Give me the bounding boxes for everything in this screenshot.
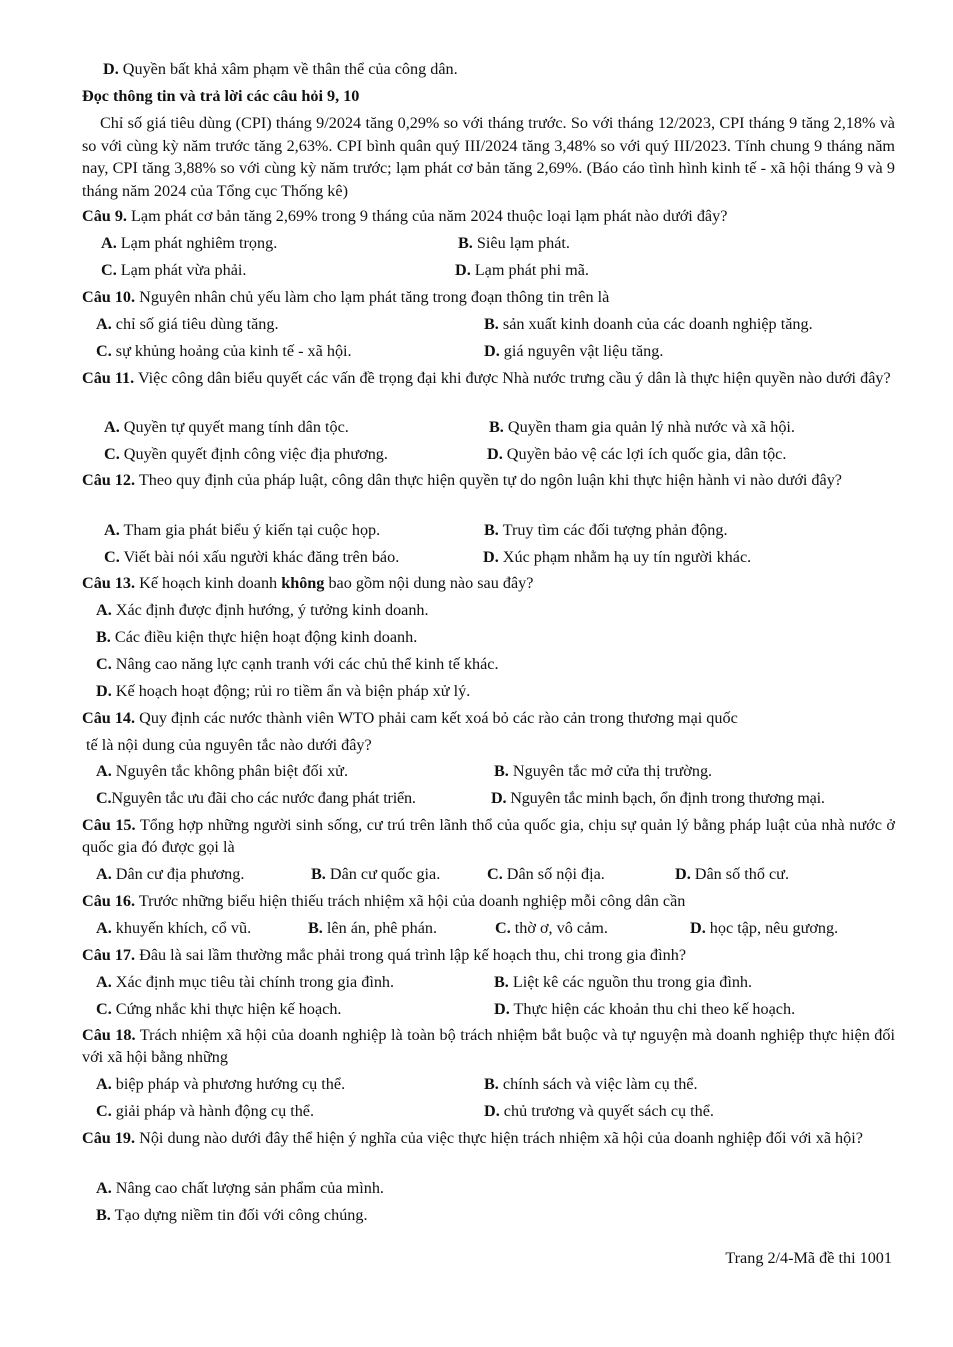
q16-option-d[interactable]: D. học tập, nêu gương. [690,919,839,937]
question-19: Câu 19. Nội dung nào dưới đây thể hiện ý nghĩa của việc thực hiện trách nhiệm xã hội của doanh nghiệp đối với xã hội? [82,1129,863,1147]
page-footer: Trang 2/4-Mã đề thi 1001 [725,1249,892,1267]
q12-option-b[interactable]: B. Truy tìm các đối tượng phản động. [484,521,728,539]
q9-option-b[interactable]: B. Siêu lạm phát. [458,234,570,252]
option-letter: D. [103,60,119,78]
q16-option-b[interactable]: B. lên án, phê phán. [308,919,438,937]
q11-option-a[interactable]: A. Quyền tự quyết mang tính dân tộc. [104,418,349,436]
question-15: Câu 15. Tổng hợp những người sinh sống, cư trú trên lãnh thổ của quốc gia, chịu sự quản lý bằng pháp luật của nhà nước ở quốc gia đó được gọi là [82,816,895,856]
q10-option-d[interactable]: D. giá nguyên vật liệu tăng. [484,342,664,360]
q13-option-a[interactable]: A. Xác định được định hướng, ý tưởng kinh doanh. [96,601,429,619]
q12-option-a[interactable]: A. Tham gia phát biểu ý kiến tại cuộc họp. [104,521,381,539]
question-17: Câu 17. Đâu là sai lầm thường mắc phải trong quá trình lập kế hoạch thu, chi trong gia đình? [82,946,687,964]
q15-option-c[interactable]: C. Dân số nội địa. [487,865,605,883]
question-18: Câu 18. Trách nhiệm xã hội của doanh nghiệp là toàn bộ trách nhiệm bắt buộc và tự nguyện mà doanh nghiệp thực hiện đối với xã hội bằng những [82,1026,895,1066]
question-11: Câu 11. Việc công dân biểu quyết các vấn đề trọng đại khi được Nhà nước trưng cầu ý dân là thực hiện quyền nào dưới đây? [82,369,891,387]
q18-option-d[interactable]: D. chủ trương và quyết sách cụ thể. [484,1102,714,1120]
question-10: Câu 10. Nguyên nhân chủ yếu làm cho lạm phát tăng trong đoạn thông tin trên là [82,288,610,306]
q12-option-d[interactable]: D. Xúc phạm nhằm hạ uy tín người khác. [483,548,752,566]
question-13: Câu 13. Kế hoạch kinh doanh không bao gồm nội dung nào sau đây? [82,574,534,592]
q11-option-b[interactable]: B. Quyền tham gia quản lý nhà nước và xã hội. [489,418,795,436]
q15-option-d[interactable]: D. Dân số thổ cư. [675,865,789,883]
q14-option-b[interactable]: B. Nguyên tắc mở cửa thị trường. [494,762,713,780]
q17-option-d[interactable]: D. Thực hiện các khoản thu chi theo kế hoạch. [494,1000,796,1018]
q15-option-b[interactable]: B. Dân cư quốc gia. [311,865,441,883]
q17-option-a[interactable]: A. Xác định mục tiêu tài chính trong gia đình. [96,973,395,991]
q9-option-a[interactable]: A. Lạm phát nghiêm trọng. [101,234,278,252]
q14-option-c[interactable]: C.Nguyên tắc ưu đãi cho các nước đang phát triển. [96,789,416,807]
reading-heading: Đọc thông tin và trả lời các câu hỏi 9, 10 [82,87,360,105]
q18-option-b[interactable]: B. chính sách và việc làm cụ thể. [484,1075,698,1093]
question-9: Câu 9. Lạm phát cơ bản tăng 2,69% trong 9 tháng của năm 2024 thuộc loại lạm phát nào dưới đây? [82,207,728,225]
q11-option-c[interactable]: C. Quyền quyết định công việc địa phương. [104,445,388,463]
option-text: Quyền bất khả xâm phạm về thân thể của công dân. [122,60,458,78]
q16-option-c[interactable]: C. thờ ơ, vô cảm. [495,919,608,937]
q10-option-c[interactable]: C. sự khủng hoảng của kinh tế - xã hội. [96,342,352,360]
question-12: Câu 12. Theo quy định của pháp luật, công dân thực hiện quyền tự do ngôn luận khi thực hiện hành vi nào dưới đây? [82,471,842,489]
q18-option-c[interactable]: C. giải pháp và hành động cụ thể. [96,1102,315,1120]
q13-option-d[interactable]: D. Kế hoạch hoạt động; rủi ro tiềm ẩn và biện pháp xử lý. [96,682,471,700]
q17-option-c[interactable]: C. Cứng nhắc khi thực hiện kế hoạch. [96,1000,342,1018]
q10-option-a[interactable]: A. chỉ số giá tiêu dùng tăng. [96,315,279,333]
q13-option-c[interactable]: C. Nâng cao năng lực cạnh tranh với các chủ thể kinh tế khác. [96,655,499,673]
q13-option-b[interactable]: B. Các điều kiện thực hiện hoạt động kinh doanh. [96,628,418,646]
q9-option-c[interactable]: C. Lạm phát vừa phải. [101,261,247,279]
q10-option-b[interactable]: B. sản xuất kinh doanh của các doanh nghiệp tăng. [484,315,813,333]
option-d-top [103,58,458,80]
question-14-line2: tế là nội dung của nguyên tắc nào dưới đây? [86,736,372,754]
question-16: Câu 16. Trước những biểu hiện thiếu trách nhiệm xã hội của doanh nghiệp mỗi công dân cần [82,892,686,910]
q15-option-a[interactable]: A. Dân cư địa phương. [96,865,245,883]
q12-option-c[interactable]: C. Viết bài nói xấu người khác đăng trên báo. [104,548,400,566]
q19-option-b[interactable]: B. Tạo dựng niềm tin đối với công chúng. [96,1206,368,1224]
q14-option-a[interactable]: A. Nguyên tắc không phân biệt đối xử. [96,762,349,780]
q17-option-b[interactable]: B. Liệt kê các nguồn thu trong gia đình. [494,973,753,991]
question-14: Câu 14. Quy định các nước thành viên WTO phải cam kết xoá bỏ các rào cản trong thương mại quốc [82,709,738,727]
reading-passage: Chỉ số giá tiêu dùng (CPI) tháng 9/2024 tăng 0,29% so với tháng trước. So với tháng 12/2023, CPI tháng 9 tăng 2,18% và so với cùng kỳ năm trước tăng 2,63%. CPI bình quân quý III/2024 tăng 3,48% so với quý III/2023. Tính chung 9 tháng năm nay, CPI tăng 3,88% so với cùng kỳ năm trước; lạm phát cơ bản tăng 2,69%. (Báo cáo tình hình kinh tế - xã hội tháng 9 và 9 tháng năm 2024 của Tổng cục Thống kê) [82,114,895,200]
q11-option-d[interactable]: D. Quyền bảo vệ các lợi ích quốc gia, dân tộc. [487,445,787,463]
q19-option-a[interactable]: A. Nâng cao chất lượng sản phẩm của mình. [96,1179,384,1197]
q18-option-a[interactable]: A. biệp pháp và phương hướng cụ thể. [96,1075,346,1093]
q14-option-d[interactable]: D. Nguyên tắc minh bạch, ổn định trong thương mại. [491,789,825,807]
q16-option-a[interactable]: A. khuyến khích, cổ vũ. [96,919,252,937]
q9-option-d[interactable]: D. Lạm phát phi mã. [455,261,589,279]
